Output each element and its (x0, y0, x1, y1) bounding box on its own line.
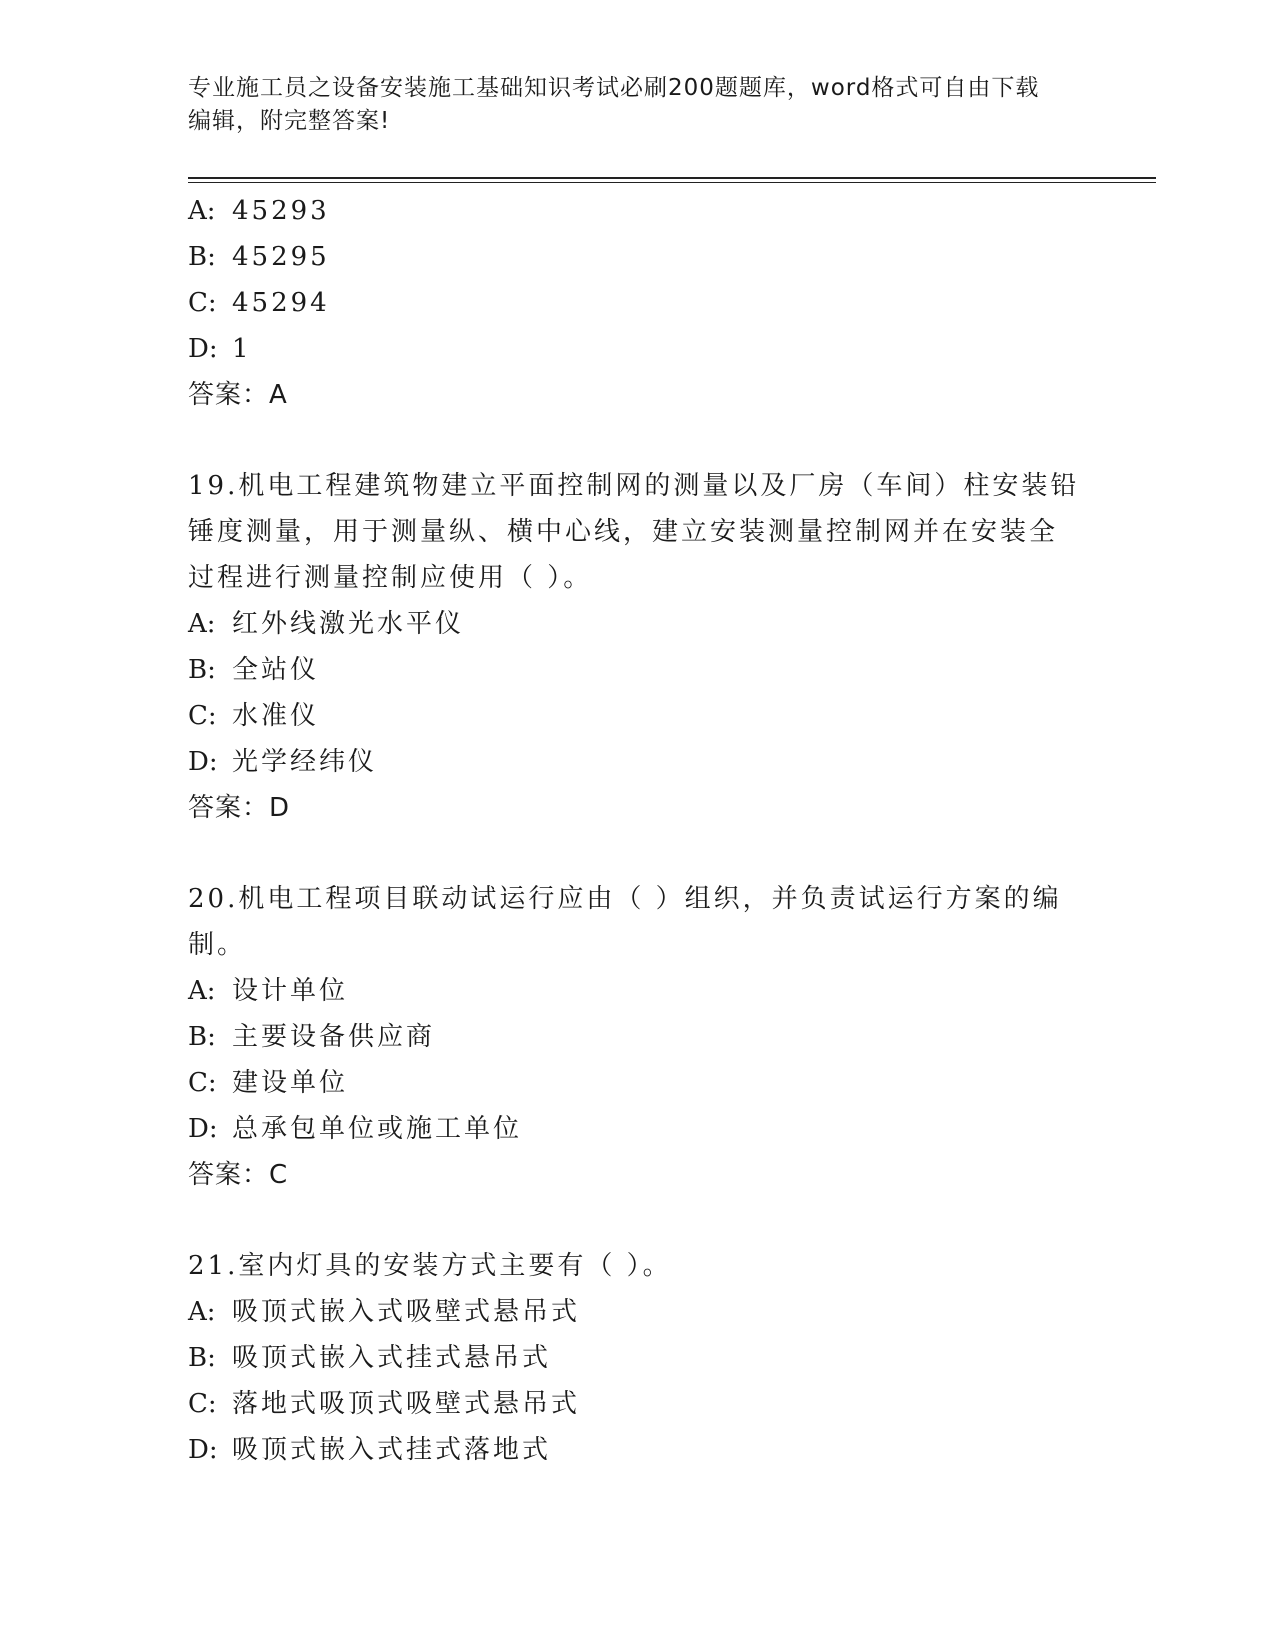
option-d: D: 光学经纬仪 (188, 747, 378, 777)
header-line-2: 编辑，附完整答案! (188, 108, 391, 134)
question-text-line: 过程进行测量控制应使用（ ）。 (188, 563, 593, 593)
answer-line: 答案：A (188, 380, 288, 410)
document-body (188, 188, 1088, 1473)
option-c: C: 45294 (188, 288, 330, 318)
question-text-line: 19.机电工程建筑物建立平面控制网的测量以及厂房（车间）柱安装铅 (188, 471, 1080, 501)
question-block-20 (188, 876, 1088, 1198)
question-block-21 (188, 1243, 1088, 1473)
header-divider-thin (188, 182, 1156, 183)
option-c: C: 建设单位 (188, 1068, 349, 1098)
option-b: B: 吸顶式嵌入式挂式悬吊式 (188, 1343, 552, 1373)
header-divider (188, 177, 1156, 179)
question-text-line: 21.室内灯具的安装方式主要有（ ）。 (188, 1251, 672, 1281)
question-text-line: 制。 (188, 930, 247, 960)
option-a: A: 红外线激光水平仪 (188, 609, 465, 639)
option-a: A: 设计单位 (188, 976, 349, 1006)
option-d: D: 1 (188, 334, 252, 364)
answer-line: 答案：C (188, 1160, 289, 1190)
option-c: C: 水准仪 (188, 701, 320, 731)
option-a: A: 吸顶式嵌入式吸壁式悬吊式 (188, 1297, 581, 1327)
option-a: A: 45293 (188, 196, 330, 226)
header-line-1: 专业施工员之设备安装施工基础知识考试必刷200题题库，word格式可自由下载 (188, 75, 1040, 101)
document-header (188, 72, 1088, 138)
question-text-line: 20.机电工程项目联动试运行应由（ ）组织，并负责试运行方案的编 (188, 884, 1062, 914)
question-text-line: 锤度测量，用于测量纵、横中心线，建立安装测量控制网并在安装全 (188, 517, 1059, 547)
option-d: D: 总承包单位或施工单位 (188, 1114, 523, 1144)
question-block-19 (188, 463, 1088, 831)
option-d: D: 吸顶式嵌入式挂式落地式 (188, 1435, 552, 1465)
option-b: B: 45295 (188, 242, 330, 272)
option-b: B: 全站仪 (188, 655, 320, 685)
answer-line: 答案：D (188, 793, 291, 823)
option-c: C: 落地式吸顶式吸壁式悬吊式 (188, 1389, 581, 1419)
option-b: B: 主要设备供应商 (188, 1022, 436, 1052)
question-block-18 (188, 188, 1088, 418)
